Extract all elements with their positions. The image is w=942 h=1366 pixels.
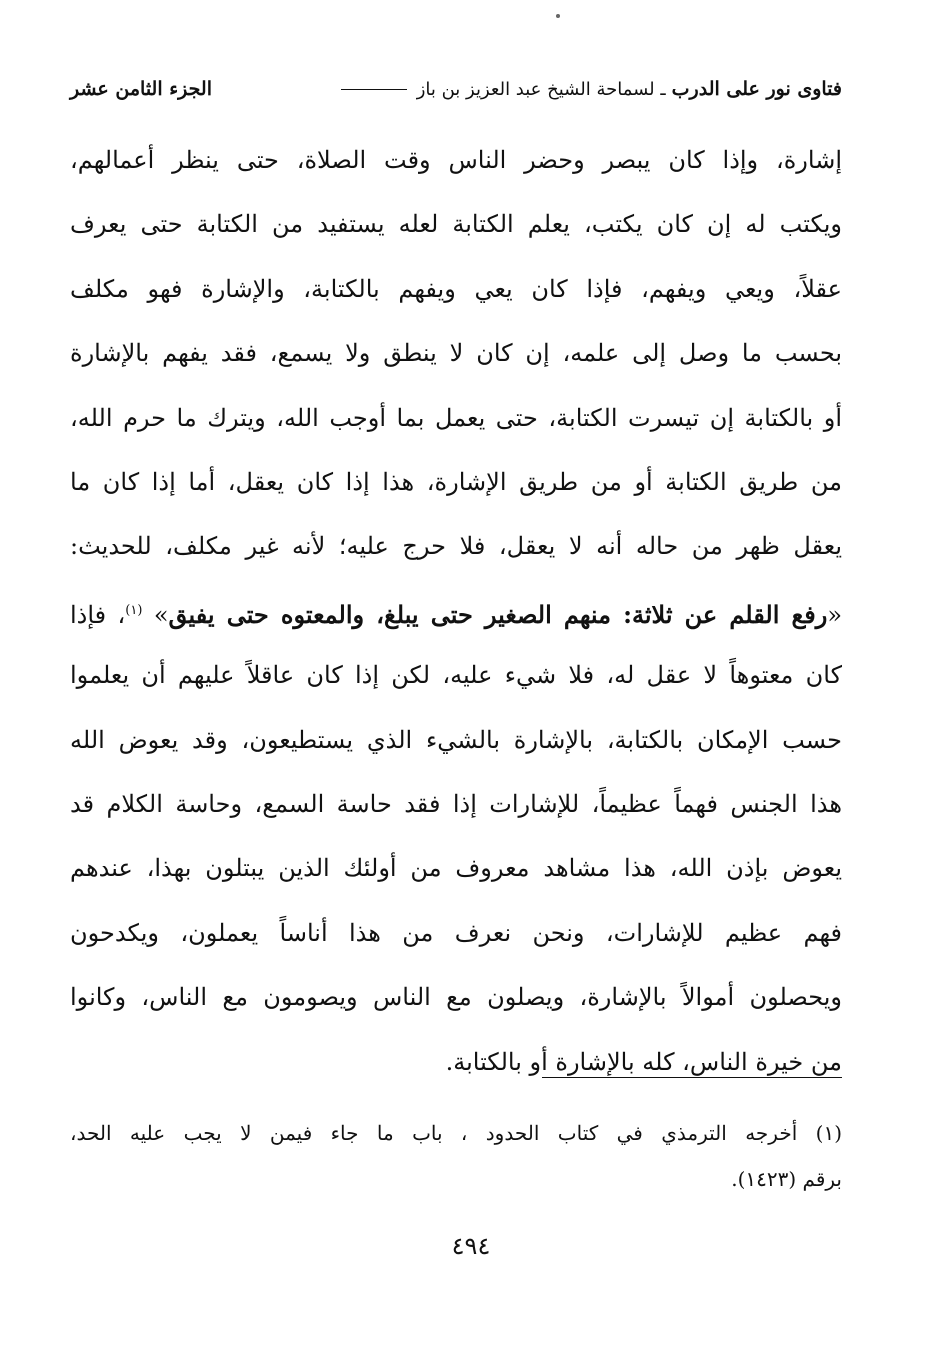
text-line: فهم عظيم للإشارات، ونحن نعرف من هذا أناساً يعملون، ويكدحون [70, 918, 842, 947]
book-title: فتاوى نور على الدرب [671, 78, 842, 100]
text-line: إشارة، وإذا كان يبصر وحضر الناس وقت الصلاة، حتى ينظر أعمالهم، [70, 146, 842, 174]
author-name: ـ لسماحة الشيخ عبد العزيز بن باز [416, 78, 666, 100]
text-line: من طريق الكتابة أو من طريق الإشارة، هذا إذا كان يعقل، أما إذا كان ما [70, 467, 842, 496]
quote-close: » [153, 600, 169, 629]
page-number: ٤٩٤ [451, 1232, 491, 1260]
text-line: هذا الجنس فهماً عظيماً، للإشارات إذا فقد حاسة السمع، وحاسة الكلام قد [70, 789, 842, 818]
text-line-last: من خيرة الناس، كله بالإشارة أو بالكتابة. [445, 1047, 842, 1076]
volume-part: الجزء الثامن عشر [70, 78, 212, 100]
footnote-separator [542, 1077, 842, 1078]
text-line: كان معتوهاً لا عقل له، فلا شيء عليه، لكن إذا كان عاقلاً عليهم أن يعلموا [70, 661, 842, 690]
scan-speck [556, 14, 560, 18]
footnote-ref: (١) [125, 602, 143, 618]
quote-open: « [827, 600, 842, 629]
text-line: حسب الإمكان بالكتابة، بالإشارة بالشيء الذي يستطيعون، وقد يعوض الله [70, 725, 842, 754]
footnote [70, 1110, 842, 1202]
text-line: ويكتب له إن كان يكتب، يعلم الكتابة لعله يستفيد من الكتابة حتى يعرف [70, 210, 842, 239]
running-header [70, 72, 842, 106]
text-line: ويحصلون أموالاً بالإشارة، ويصلون مع الناس ويصومون مع الناس، وكانوا [70, 983, 842, 1012]
hadith-quote: رفع القلم عن ثلاثة: منهم الصغير حتى يبلغ، والمعتوه حتى يفيق [168, 599, 828, 629]
text-line: يعقل ظهر من حاله أنه لا يعقل، فلا حرج عليه؛ لأنه غير مكلف، للحديث: [70, 532, 842, 561]
footnote-line: برقم (١٤٢٣). [731, 1167, 842, 1191]
text-line: يعوض بإذن الله، هذا مشاهد معروف من أولئك الذين يبتلون بهذا، عندهم [70, 854, 842, 883]
footnote-line: (١) أخرجه الترمذي في كتاب الحدود ، باب ما جاء فيمن لا يجب عليه الحد، [70, 1121, 842, 1145]
hadith-line [70, 579, 842, 643]
text-line: أو بالكتابة إن تيسرت الكتابة، حتى يعمل بما أوجب الله، ويترك ما حرم الله، [70, 403, 842, 432]
hadith-continuation: ، فإذا [70, 600, 126, 629]
header-title-group [337, 78, 842, 100]
main-text [70, 128, 842, 1094]
text-line: بحسب ما وصل إلى علمه، إن كان لا ينطق ولا يسمع، فقد يفهم بالإشارة [70, 339, 842, 368]
header-rule [341, 89, 407, 90]
text-line: عقلاً، ويعي ويفهم، فإذا كان يعي ويفهم بالكتابة، والإشارة فهو مكلف [70, 274, 842, 303]
